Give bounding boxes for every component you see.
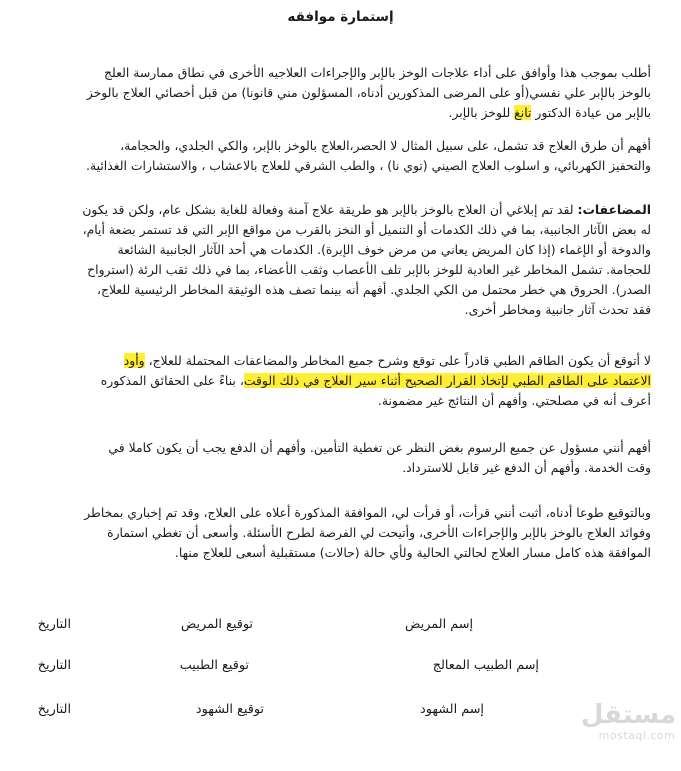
text-fragment: لقد تم إبلاغي أن العلاج بالوخز بالإبر هو طريقة علاج آمنة وفعالة للغاية بشكل عام، ولكن قد يكون [82, 202, 578, 217]
paragraph-line: أفهم أنني مسؤول عن جميع الرسوم بغض النظر عن تغطية التأمين. وأفهم أن الدفع يجب أن يكون كاملا في [108, 440, 651, 455]
mostaql-watermark-logo [580, 700, 676, 742]
paragraph-line [21, 371, 651, 391]
expectations-paragraph [21, 351, 651, 411]
doctor-name-label: إسم الطبيب المعالج [432, 658, 539, 673]
paragraph-line: فقد تحدث آثار جانبية ومخاطر أخرى. [464, 302, 651, 317]
doctor-signature-label: توقيع الطبيب [179, 658, 249, 673]
witness-name-label: إسم الشهود [420, 702, 484, 717]
date-label: التاريخ [37, 658, 71, 673]
patient-name-label: إسم المريض [404, 617, 473, 632]
paragraph-line: أطلب بموجب هذا وأوافق على أداء علاجات الوخز بالإبر والإجراءات العلاجيه الأخرى في نطاق ممارسة العلج [104, 65, 651, 80]
complications-paragraph [21, 200, 651, 320]
witness-signature-label: توقيع الشهود [195, 702, 264, 717]
complications-label: المضاعفات: [577, 202, 651, 217]
authorization-paragraph [21, 63, 651, 123]
paragraph-line [21, 103, 651, 123]
fees-paragraph [21, 438, 651, 478]
paragraph-line: للحجامة. تشمل المخاطر غير العادية للوخز بالإبر تلف الأعصاب وثقب الأعضاء، بما في ذلك ثقب الرئة (استرواح [87, 262, 651, 277]
acknowledgement-paragraph [21, 503, 651, 563]
text-fragment: للوخز بالإبر. [448, 105, 515, 120]
paragraph-line: والدوخة أو الإغماء (إذا كان المريض يعاني من مرض خوف الإبرة). الكدمات هي أحد الآثار الجانبية الشائعة [117, 242, 651, 257]
paragraph-line [21, 351, 651, 371]
paragraph-line: أعرف أنه في مصلحتي. وأفهم أن النتائج غير مضمونة. [377, 393, 651, 408]
paragraph-line: وفوائد العلاج بالوخز بالإبر والإجراءات الأخرى، وأتيحت لي الفرصة لطرح الأسئلة. وأسعى أن تغطي استمارة [107, 525, 651, 540]
watermark-brand: مستقل [580, 700, 676, 730]
form-title: إستمارة موافقه [287, 9, 394, 25]
paragraph-line: الموافقة هذه كامل مسار العلاج لحالتي الحالية ولأي حالة (حالات) مستقبلية أسعى للعلاج منها. [174, 545, 651, 560]
paragraph-line [21, 200, 651, 220]
treatment-methods-paragraph [21, 136, 651, 176]
text-fragment: بالإبر من عيادة الدكتور [531, 105, 651, 120]
paragraph-line: له بعض الآثار الجانبية، بما في ذلك الكدمات أو التنميل أو النخز بالقرب من مواقع الإبر التي قد تستمر بضعة أيام، [82, 222, 651, 237]
highlighted-text: تانغ [514, 105, 532, 120]
paragraph-line: أفهم أن طرق العلاج قد تشمل، على سبيل المثال لا الحصر،العلاج بالوخز بالإبر، والكي الجلدي، والحجامة، [120, 138, 651, 153]
patient-signature-label: توقيع المريض [180, 617, 253, 632]
text-fragment: ، بناءً على الحقائق المذكوره [100, 373, 244, 388]
paragraph-line: الصدر). الحروق هي خطر محتمل من الكي الجلدي. أفهم أنه بينما تصف هذه الوثيقة المخاطر الرئيسية للعلاج، [96, 282, 651, 297]
paragraph-line: بالوخز بالإبر علي نفسي(أو على المرضى المذكورين أدناه، المسؤلون مني قانونا) من قبل أخصائي العلاج بالوخز [86, 85, 651, 100]
highlighted-text: الاعتماد على الطاقم الطبي لإتخاذ القرار الصحيح أثناء سير العلاج في ذلك الوقت [243, 373, 651, 388]
highlighted-text: وأود [123, 353, 145, 368]
date-label: التاريخ [37, 617, 71, 632]
paragraph-line: وبالتوقيع طوعا أدناه، أثبت أنني قرأت، أو قرأت لي، الموافقة المذكورة أعلاه على العلاج، وقد تم إخباري بمخاطر [84, 505, 651, 520]
date-label: التاريخ [37, 702, 71, 717]
watermark-site: mostaql.com [598, 729, 676, 742]
paragraph-line: وقت الخدمة. وأفهم أن الدفع غير قابل للاسترداد. [402, 460, 651, 475]
paragraph-line: والتحفيز الكهربائي، و اسلوب العلاج الصيني (توي نا) ، والطب الشرقي للعلاج بالاعشاب ، والاستشارات الغذائية. [86, 158, 651, 173]
text-fragment: لا أتوقع أن يكون الطاقم الطبي قادراً على توقع وشرح جميع المخاطر والمضاعفات المحتملة للعلاج، [144, 353, 651, 368]
